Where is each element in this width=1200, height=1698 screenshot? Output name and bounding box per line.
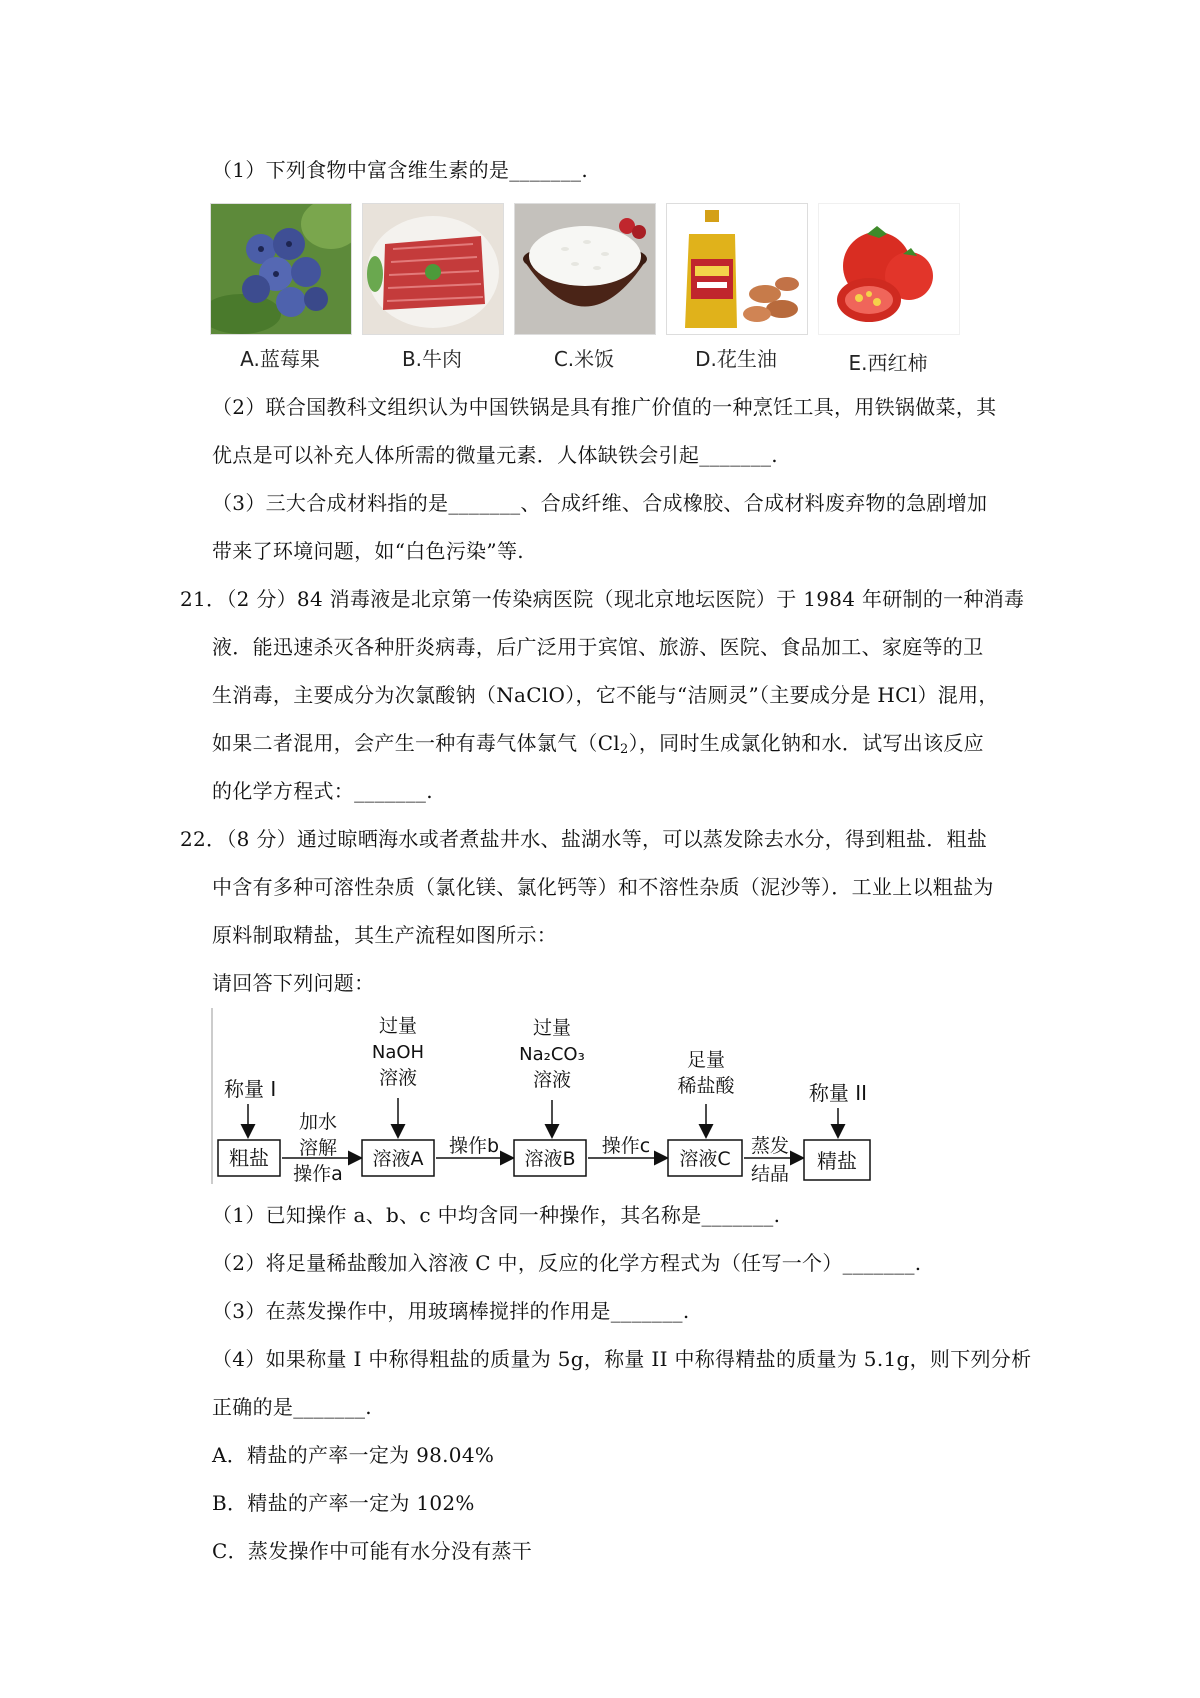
food-label-b: B.牛肉 [401, 347, 463, 371]
q22-line4: 请回答下列问题： [212, 971, 375, 995]
step-a-line3: 操作a [293, 1163, 343, 1185]
fine-salt-label: 精盐 [817, 1149, 857, 1173]
solution-c-label: 溶液C [679, 1148, 731, 1170]
q21-line5: 的化学方程式：_______. [212, 779, 433, 803]
rice-icon [514, 203, 656, 335]
option-b: B．精盐的产率一定为 102% [212, 1491, 475, 1515]
q21-line1: 21．（2 分）84 消毒液是北京第一传染病医院（现北京地坛医院）于 1984 年研制的一种消毒 [180, 587, 1025, 611]
q21-line2: 液．能迅速杀灭各种肝炎病毒，后广泛用于宾馆、旅游、医院、食品加工、家庭等的卫 [212, 635, 984, 659]
q22-sub4-line2: 正确的是_______. [212, 1395, 372, 1419]
q22-line3: 原料制取精盐，其生产流程如图所示： [212, 923, 558, 947]
hcl-line1: 足量 [686, 1049, 726, 1071]
production-flow-diagram [210, 1008, 910, 1190]
solution-b-label: 溶液B [524, 1148, 576, 1170]
q22-sub3: （3）在蒸发操作中，用玻璃棒搅拌的作用是_______. [212, 1299, 690, 1323]
step-b-label: 操作b [448, 1135, 500, 1157]
q21-line4-post: ），同时生成氯化钠和水．试写出该反应 [628, 731, 984, 755]
naoh-line3: 溶液 [378, 1067, 418, 1089]
crude-salt-label: 粗盐 [229, 1146, 269, 1170]
chlorine-subscript: 2 [620, 742, 629, 757]
beef-icon [362, 203, 504, 335]
option-a: A．精盐的产率一定为 98.04% [212, 1443, 495, 1467]
q20-part2-line1: （2）联合国教科文组织认为中国铁锅是具有推广价值的一种烹饪工具，用铁锅做菜，其 [212, 395, 997, 419]
evaporate-line1: 蒸发 [750, 1135, 790, 1157]
q22-sub1: （1）已知操作 a、b、c 中均含同一种操作，其名称是_______. [212, 1203, 781, 1227]
food-image-strip [210, 203, 970, 377]
q21-line4-pre: 如果二者混用，会产生一种有毒气体氯气（Cl [212, 731, 620, 755]
q20-part1: （1）下列食物中富含维生素的是_______. [212, 158, 588, 182]
na2co3-line2: Na₂CO₃ [519, 1044, 585, 1065]
q22-line1: 22．（8 分）通过晾晒海水或者煮盐井水、盐湖水等，可以蒸发除去水分，得到粗盐．粗盐 [180, 827, 988, 851]
hcl-line2: 稀盐酸 [677, 1075, 735, 1097]
weigh2-label: 称量 II [808, 1081, 868, 1105]
q22-sub4-line1: （4）如果称量 I 中称得粗盐的质量为 5g，称量 II 中称得精盐的质量为 5.1g，则下列分析 [212, 1347, 1032, 1371]
q20-part3-line2: 带来了环境问题，如“白色污染”等. [212, 539, 524, 563]
step-c-label: 操作c [601, 1135, 651, 1157]
q21-line3: 生消毒，主要成分为次氯酸钠（NaClO），它不能与“洁厕灵”（主要成分是 HCl）混用， [212, 683, 999, 707]
naoh-line1: 过量 [378, 1015, 418, 1037]
peanut-oil-icon [666, 203, 808, 335]
solution-a-label: 溶液A [372, 1148, 424, 1170]
step-a-line2: 溶解 [298, 1137, 338, 1159]
q20-part3-line1: （3）三大合成材料指的是_______、合成纤维、合成橡胶、合成材料废弃物的急剧增加 [212, 491, 988, 515]
tomato-icon [818, 203, 960, 335]
food-label-d: D.花生油 [695, 347, 777, 371]
na2co3-line1: 过量 [532, 1017, 572, 1039]
step-a-line1: 加水 [298, 1111, 338, 1133]
q22-sub2: （2）将足量稀盐酸加入溶液 C 中，反应的化学方程式为（任写一个）_______. [212, 1251, 922, 1275]
weigh1-label: 称量 I [224, 1077, 277, 1101]
q22-line2: 中含有多种可溶性杂质（氯化镁、氯化钙等）和不溶性杂质（泥沙等）．工业上以粗盐为 [212, 875, 994, 899]
food-label-c: C.米饭 [553, 347, 615, 371]
blueberry-icon [210, 203, 352, 335]
option-c: C．蒸发操作中可能有水分没有蒸干 [212, 1539, 533, 1563]
evaporate-line2: 结晶 [750, 1163, 790, 1185]
na2co3-line3: 溶液 [532, 1069, 572, 1091]
q20-part2-line2: 优点是可以补充人体所需的微量元素．人体缺铁会引起_______. [212, 443, 778, 467]
food-label-a: A.蓝莓果 [240, 347, 320, 371]
naoh-line2: NaOH [371, 1042, 425, 1063]
food-label-e: E.西红柿 [848, 351, 928, 375]
q21-line4 [212, 729, 984, 764]
